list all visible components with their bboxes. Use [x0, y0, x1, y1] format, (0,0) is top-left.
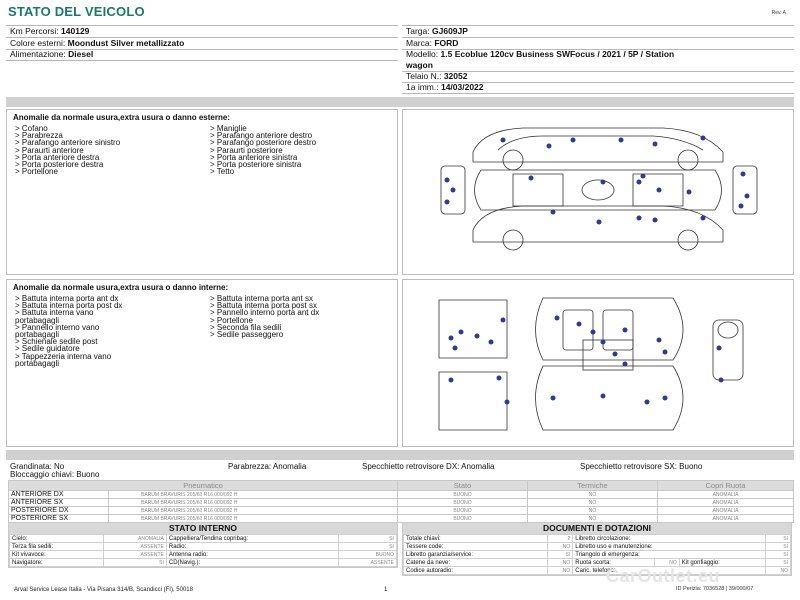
- model-row-cont: wagon: [406, 60, 433, 70]
- revision-label: Rev. A: [771, 10, 786, 16]
- interior-damage-panel: [6, 279, 398, 447]
- list-item: > Parafango anteriore sinistro: [15, 138, 121, 148]
- key-lock-status: Bloccaggio chiavi: Buono: [10, 470, 100, 479]
- color-row: Colore esterni: Moondust Silver metallizzato: [10, 38, 185, 48]
- list-item: > Battuta interna porta post sx: [210, 301, 317, 311]
- tyres-table: [8, 480, 794, 523]
- state-column-header: Stato: [398, 481, 528, 491]
- table-header-row: [9, 481, 794, 491]
- table-row: Libretto garanzia/service: SI Triangolo di emergenza: SI: [404, 551, 791, 559]
- exterior-list-col2: [210, 125, 316, 175]
- documents-table: [403, 534, 791, 575]
- registration-row: 1a imm.: 14/03/2022: [406, 82, 484, 92]
- winter-column-header: Termiche: [528, 481, 658, 491]
- table-row: Catene da neve: NO Ruota scorta: NO Kit gonfiaggio: SI: [404, 559, 791, 567]
- list-item: > Pannello interno vano: [15, 322, 100, 332]
- mirror-sx-status: Specchietto retrovisore SX: Buono: [580, 462, 703, 471]
- table-row: ANTERIORE SX BARUM BRAVURIS 205/60 R16 000/092 H BUONO NO ANOMALIA: [9, 499, 794, 507]
- table-row: Totale chiavi: 2 Libretto circolazione: SI: [404, 535, 791, 543]
- interior-list-col2: [210, 295, 319, 338]
- watermark-logo: CarOutlet.eu: [606, 566, 721, 586]
- table-row: Kit vivavoce: ASSENTE Antenna radio: BUONO: [10, 551, 397, 559]
- interior-status-title: STATO INTERNO: [9, 523, 397, 534]
- interior-status-section: [8, 522, 398, 568]
- chassis-row: Telaio N.: 32052: [406, 71, 468, 81]
- list-item: portabagagli: [15, 315, 60, 325]
- footer-address: Arval Service Lease Italia - Via Pisana 314/B, Scandicci (FI), 50018: [14, 587, 193, 593]
- list-item: > Tappezzeria interna vano: [15, 351, 112, 361]
- interior-damage-title: Anomalie da normale usura,extra usura o danno interne:: [13, 283, 229, 292]
- documents-section: [402, 522, 792, 576]
- table-row: Terza fila sedili: ASSENTE Radio: SI: [10, 543, 397, 551]
- list-item: > Battuta interna porta post dx: [15, 301, 123, 311]
- fuel-row: Alimentazione: Diesel: [10, 49, 94, 59]
- exterior-list-col1: [15, 125, 120, 175]
- list-item: > Paraurti anteriore: [15, 145, 84, 155]
- list-item: > Portellone: [210, 315, 253, 325]
- section-divider: [6, 450, 794, 460]
- exterior-damage-title: Anomalie da normale usura,extra usura o danno esterne:: [13, 113, 230, 122]
- table-row: Tessere code: NO Libretto uso e manutenzione: SI: [404, 543, 791, 551]
- list-item: > Porta posteriore sinistra: [210, 160, 302, 170]
- tyre-column-header: Pneumatico: [9, 481, 398, 491]
- list-item: portabagagli: [15, 358, 60, 368]
- car-exterior-drawing: [403, 110, 793, 274]
- list-item: > Sedile passeggero: [210, 330, 284, 340]
- car-interior-drawing: [403, 280, 793, 446]
- page-title: STATO DEL VEICOLO: [8, 4, 145, 19]
- brand-row: Marca: FORD: [406, 38, 459, 48]
- plate-row: Targa: GJ609JP: [406, 26, 468, 36]
- table-row: POSTERIORE DX BARUM BRAVURIS 205/60 R16 000/092 H BUONO NO ANOMALIA: [9, 507, 794, 515]
- list-item: > Battuta interna porta ant sx: [210, 294, 313, 303]
- report-id: ID Perizia: 7036528 | 39/000/07: [676, 586, 754, 592]
- table-row: Navigatore: SI CD(Navig.): ASSENTE: [10, 559, 397, 567]
- km-row: Km Percorsi: 140129: [10, 26, 90, 36]
- list-item: > Porta anteriore sinistra: [210, 152, 298, 162]
- windscreen-status: Parabrezza: Anomalia: [228, 462, 307, 471]
- list-item: > Portellone: [15, 167, 58, 177]
- exterior-damage-panel: [6, 109, 398, 275]
- list-item: > Porta anteriore destra: [15, 152, 100, 162]
- list-item: > Pannello interno porta ant dx: [210, 308, 320, 318]
- table-row: Codice autoradio: NO Caric. telefono: NO: [404, 567, 791, 575]
- list-item: > Cofano: [15, 124, 48, 133]
- hail-status: Grandinata: No: [10, 462, 65, 471]
- interior-list-col1: [15, 295, 122, 367]
- list-item: > Paraurti posteriore: [210, 145, 283, 155]
- list-item: > Maniglie: [210, 124, 247, 133]
- list-item: > Battuta interna porta ant dx: [15, 294, 119, 303]
- interior-status-table: [9, 534, 397, 567]
- list-item: > Parafango posteriore destro: [210, 138, 317, 148]
- list-item: > Battuta interna vano: [15, 308, 94, 318]
- list-item: > Parabrezza: [15, 131, 63, 141]
- list-item: > Porta posteriore destra: [15, 160, 104, 170]
- hubcap-column-header: Copri Ruota: [658, 481, 794, 491]
- section-divider: [6, 97, 794, 107]
- list-item: > Sedile guidatore: [15, 344, 80, 354]
- table-row: Cielo: ANOMALIA Cappelliera/Tendina copribag: SI: [10, 535, 397, 543]
- list-item: > Tetto: [210, 167, 235, 177]
- documents-title: DOCUMENTI E DOTAZIONI: [403, 523, 791, 534]
- list-item: > Schienale sedile post: [15, 337, 98, 347]
- table-row: ANTERIORE DX BARUM BRAVURIS 205/60 R16 000/092 H BUONO NO ANOMALIA: [9, 491, 794, 499]
- list-item: portabagagli: [15, 330, 60, 340]
- list-item: > Parafango anteriore destro: [210, 131, 313, 141]
- page-number: 1: [384, 587, 388, 593]
- interior-car-diagram: [402, 279, 794, 447]
- model-row: Modello: 1.5 Ecoblue 120cv Business SWFocus / 2021 / 5P / Station: [406, 49, 675, 59]
- exterior-car-diagram: [402, 109, 794, 275]
- mirror-dx-status: Specchietto retrovisore DX: Anomalia: [362, 462, 495, 471]
- list-item: > Seconda fila sedili: [210, 322, 282, 332]
- table-row: POSTERIORE SX BARUM BRAVURIS 205/60 R16 000/092 H BUONO NO ANOMALIA: [9, 515, 794, 523]
